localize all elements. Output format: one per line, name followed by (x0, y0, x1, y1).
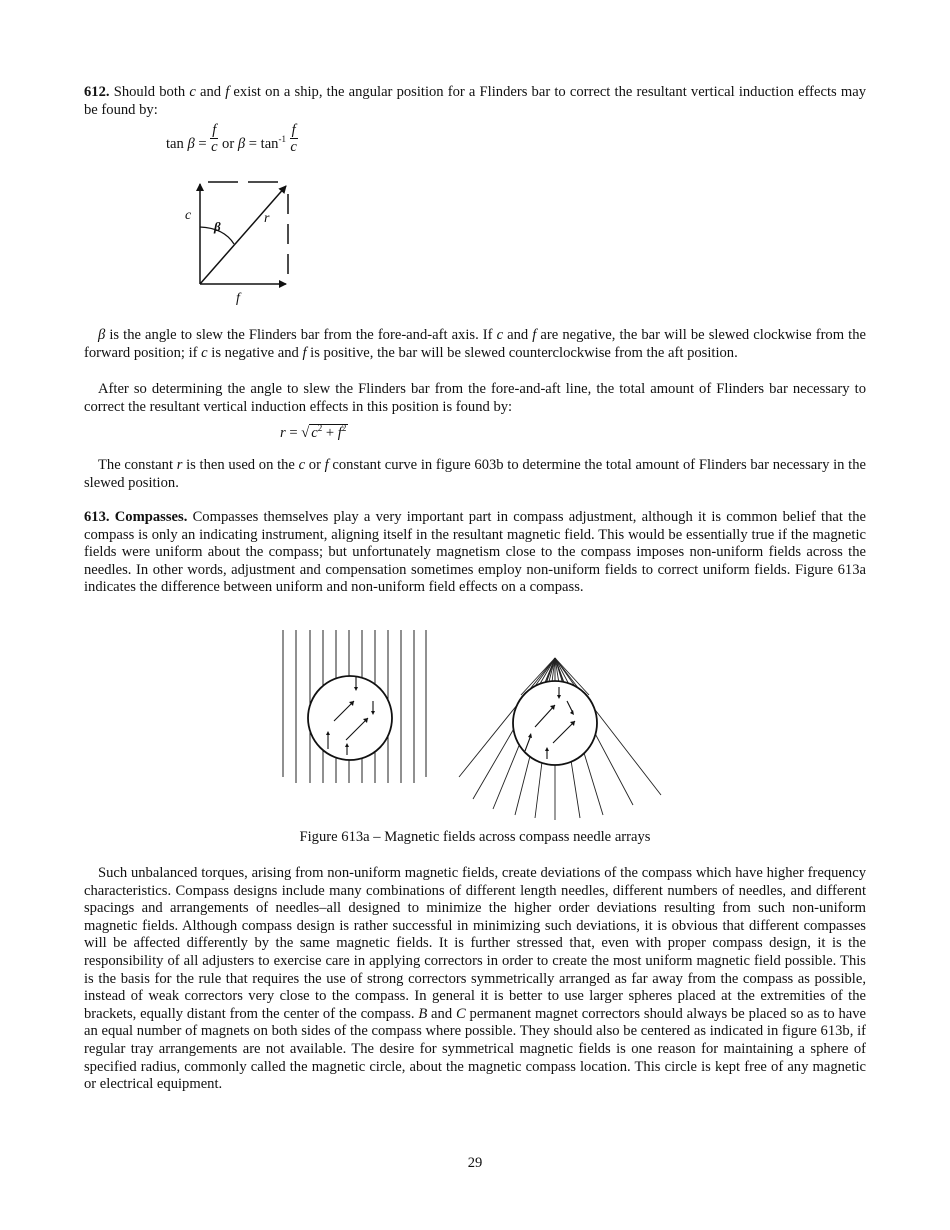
paragraph-613: 613. Compasses. Compasses themselves play a very important part in compass adjustment, although it is common belief that the compass is only an indicating instrument, aligning itself in the resultant magnetic field. This would be essentially true if the magnetic fields were uniform about the compass; but unfortunately magnetism close to the compass imposes non-uniform fields across the needles. In other words, adjustment and compensation sometimes employ non-uniform fields to correct uniform fields. Figure 613a indicates the difference between uniform and non-uniform field effects on a compass. (84, 509, 866, 596)
paragraph-612: 612. Should both c and f exist on a ship, the angular position for a Flinders bar to correct the resultant vertical induction effects may be found by: (84, 84, 867, 118)
tan-beta-equation: tan β = $\frac{f}{c}$ or $\beta = \tan^{-1}$ $\frac{f}{c}$ (166, 122, 297, 155)
paragraph-constant: The constant r is then used on the c or f constant curve in figure 603b to determine the total amount of Flinders bar necessary in the slewed position. (84, 457, 866, 491)
label-f: f (236, 291, 240, 306)
sqrt-symbol: √ (301, 425, 310, 441)
section-heading: 613. Compasses. (84, 509, 188, 525)
section-number: 612. (84, 84, 110, 100)
paragraph-torques: Such unbalanced torques, arising from non-uniform magnetic fields, create deviations of the compass which have higher frequency characteristics. Compass designs include many combinations of different length needles, different numbers of needles, and different spacings and arrangements of needles–all designed to minimize the higher order deviations resulting from such non-uniform magnetic fields. Although compass design is rather successful in minimizing such deviations, it is obvious that different compasses will be affected differently by the same magnetic fields. It is further stressed that, even with proper compass design, it is the responsibility of all adjusters to exercise care in applying correctors in order to create the most uniform magnetic field possible. This is the basis for the rule that requires the use of strong correctors symmetrically arranged as far away from the compass as possible, instead of weak correctors very close to the compass. In general it is better to use larger spheres placed at the extremities of the brackets, equally distant from the center of the compass. B and C permanent magnet correctors should always be placed so as to have an equal number of magnets on both sides of the compass where possible. They should also be centered as indicated in figure 613b, if regular tray arrangements are not available. The desire for symmetrical magnetic fields is one reason for maintaining a sphere of specified radius, commonly called the magnetic circle, about the magnetic compass location. This circle is kept free of any magnetic or electrical equipment. (84, 865, 866, 1093)
r-equation: r = √ $c^2 + f^2$ (280, 423, 347, 441)
vector-diagram (180, 172, 300, 307)
sqrt-body: $c^2 + f^2$ (311, 423, 347, 441)
paragraph-after: After so determining the angle to slew the Flinders bar from the fore-and-aft line, the total amount of Flinders bar necessary to correct the resultant vertical induction effects in this position is found by: (84, 381, 866, 415)
paragraph-beta: β is the angle to slew the Flinders bar from the fore-and-aft axis. If c and f are negative, the bar will be slewed clockwise from the forward position; if c is negative and f is positive, the bar will be slewed counterclockwise from the aft position. (84, 327, 866, 361)
nonuniform-field-figure (455, 655, 670, 825)
r-vector-arrow (200, 186, 286, 284)
page-number: 29 (467, 1155, 483, 1171)
fraction-f-over-c-2: $\frac{f}{c}$ (290, 122, 297, 155)
label-beta: β (214, 219, 221, 234)
figure-caption: Figure 613a – Magnetic fields across compass needle arrays (299, 829, 651, 845)
uniform-field-figure (276, 625, 436, 790)
label-r: r (264, 211, 270, 226)
fraction-f-over-c: $\frac{f}{c}$ (211, 122, 218, 155)
label-c: c (185, 208, 192, 223)
